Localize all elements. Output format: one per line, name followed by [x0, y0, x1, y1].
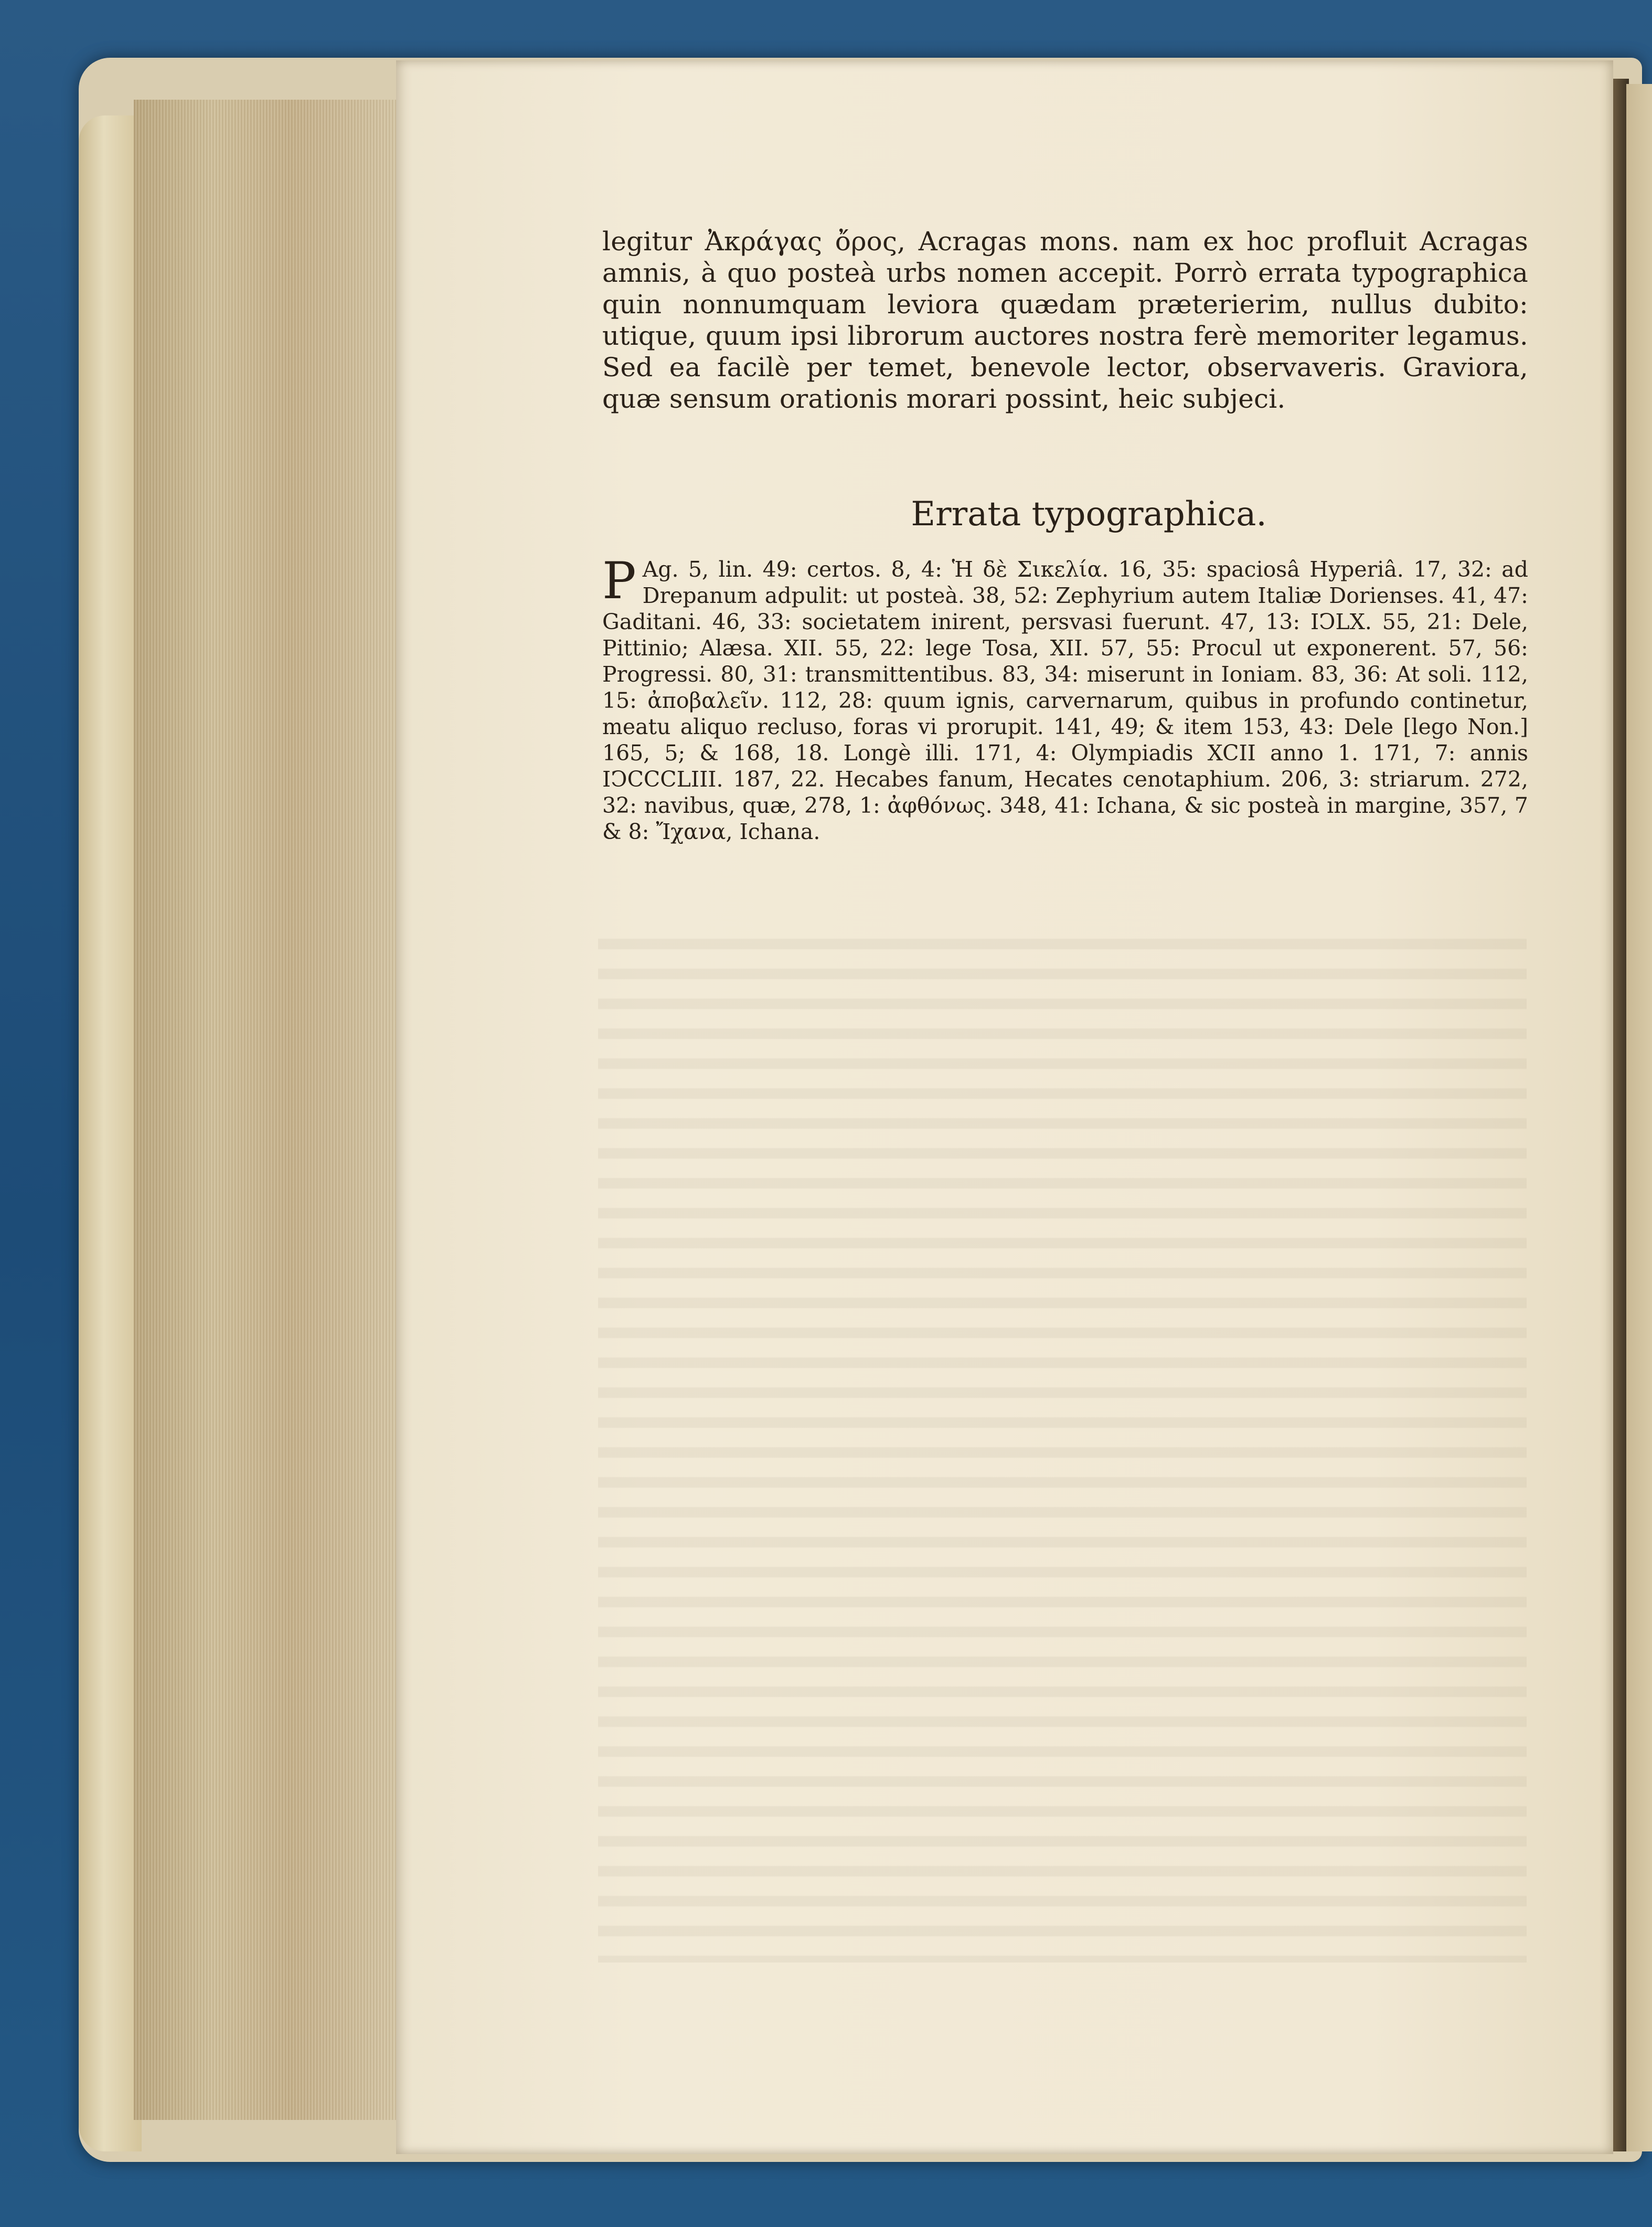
errata-entries: Ag. 5, lin. 49: certos. 8, 4: Ἡ δὲ Σικελία. 16, 35: spaciosâ Hyperiâ. 17, 32: ad Drepanum adpulit: ut posteà. 38, 52: Zephyrium autem Italiæ Dorienses. 41, 47: Gaditani. 46, 33: societatem inirent, persvasi fuerunt. 47, 13: IↃLX. 55, 21: Dele, Pittinio; Alæsa. XII. 55, 22: lege Tosa, XII. 57, 55: Procul ut exponerent. 57, 56: Progressi. 80, 31: transmittentibus. 83, 34: miserunt in Ioniam. 83, 36: At soli. 112, 15: ἀποβαλεῖν. 112, 28: quum ignis, carvernarum, quibus in profundo continetur, meatu aliquo recluso, foras vi prorupit. 141, 49; & item 153, 43: Dele [lego Non.] 165, 5; & 168, 18. Longè illi. 171, 4: Olympiadis XCII anno 1. 171, 7: annis IↃCCCLIII. 187, 22. Hecabes fanum, Hecates cenotaphium. 206, 3: striarum. 272, 32: navibus, quæ, 278, 1: ἀφθόνως. 348, 41: Ichana, & sic posteà in margine, 357, 7 & 8: Ἴχανα, Ichana. [602, 557, 1528, 844]
page-edges [134, 100, 398, 2120]
page-text [602, 226, 1528, 845]
intro-paragraph: legitur Ἀκράγας ὄρος, Acragas mons. nam ex hoc profluit Acragas amnis, à quo posteà urbs nomen accepit. Porrò errata typographica quin nonnumquam leviora quædam præterierim, nullus dubito: utique, quum ipsi librorum auctores nostra ferè memoriter legamus. Sed ea facilè per temet, benevole lector, observaveris. Graviora, quæ sensum orationis morari possint, heic subjeci. [602, 226, 1528, 414]
vellum-cover-edge [79, 115, 142, 2151]
errata-title: Errata typographica. [911, 495, 1267, 534]
show-through-texture [598, 924, 1527, 1963]
facing-page-edge [1626, 84, 1652, 2151]
errata-body [602, 552, 1528, 845]
drop-cap: P [602, 552, 636, 610]
